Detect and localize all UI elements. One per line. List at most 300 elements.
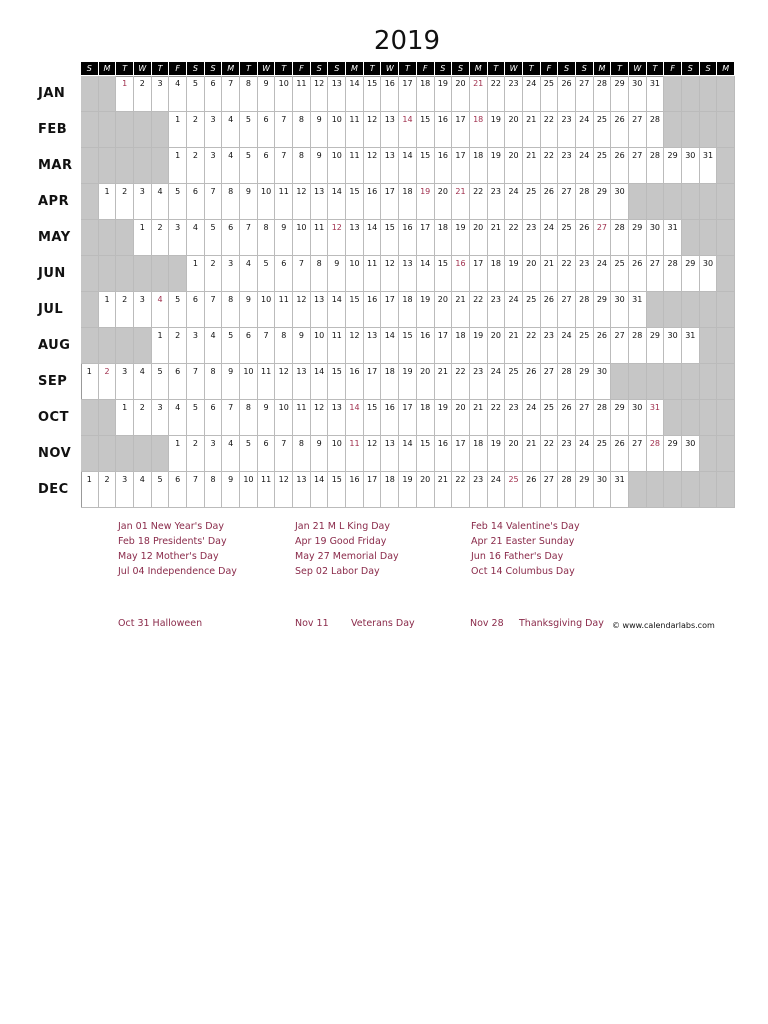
day-cell [169, 328, 187, 364]
day-cell [187, 364, 205, 400]
day-cell [116, 472, 134, 508]
day-number: 19 [490, 115, 501, 124]
day-number: 29 [632, 223, 643, 232]
day-cell [381, 436, 399, 472]
day-number: 30 [614, 187, 625, 196]
day-cell [629, 292, 647, 328]
day-number: 12 [314, 403, 325, 412]
day-cell [594, 400, 612, 436]
day-number: 13 [314, 295, 325, 304]
day-number: 1 [175, 151, 181, 160]
day-number: 4 [157, 187, 163, 196]
day-number: 27 [614, 331, 625, 340]
day-cell [629, 436, 647, 472]
day-number: 17 [367, 475, 378, 484]
day-cell [364, 472, 382, 508]
day-cell [399, 256, 417, 292]
weekday-header-cell: S [81, 62, 98, 75]
day-number: 17 [455, 439, 466, 448]
day-cell [664, 256, 682, 292]
day-number: 28 [579, 187, 590, 196]
empty-cell [647, 184, 665, 220]
day-cell [435, 328, 453, 364]
day-cell [558, 112, 576, 148]
empty-cell [81, 328, 99, 364]
weekday-header-cell: T [611, 62, 628, 75]
day-cell [328, 400, 346, 436]
day-number: 24 [508, 295, 519, 304]
day-number: 28 [649, 151, 661, 160]
weekday-header-cell: F [293, 62, 310, 75]
day-cell [381, 364, 399, 400]
day-cell [311, 400, 329, 436]
day-number: 3 [192, 331, 198, 340]
day-cell [381, 328, 399, 364]
day-cell [328, 328, 346, 364]
day-cell [594, 472, 612, 508]
day-cell [541, 256, 559, 292]
day-cell [328, 184, 346, 220]
day-number: 14 [314, 367, 325, 376]
day-number: 17 [437, 331, 448, 340]
day-number: 3 [210, 115, 216, 124]
month-row [82, 148, 736, 184]
month-row [82, 436, 736, 472]
day-cell [647, 76, 665, 112]
day-number: 2 [192, 115, 198, 124]
day-cell [99, 184, 117, 220]
day-cell [205, 184, 223, 220]
day-cell [576, 364, 594, 400]
day-number: 19 [437, 403, 448, 412]
day-cell [275, 328, 293, 364]
day-number: 3 [175, 223, 181, 232]
month-label: OCT [38, 410, 69, 425]
day-cell [116, 400, 134, 436]
day-number: 4 [192, 223, 198, 232]
day-number: 13 [314, 187, 325, 196]
day-number: 2 [192, 151, 198, 160]
day-number: 16 [455, 259, 466, 268]
day-number: 11 [278, 295, 289, 304]
weekday-header-cell: S [311, 62, 328, 75]
day-cell [611, 328, 629, 364]
day-cell [116, 184, 134, 220]
day-cell [558, 292, 576, 328]
day-cell [240, 112, 258, 148]
holiday-item: Feb 18 Presidents' Day [118, 536, 227, 547]
day-cell [523, 184, 541, 220]
day-number: 26 [561, 403, 572, 412]
empty-cell [99, 256, 117, 292]
day-number: 6 [210, 403, 216, 412]
day-cell [328, 364, 346, 400]
day-cell [611, 292, 629, 328]
day-cell [346, 328, 364, 364]
day-cell [594, 112, 612, 148]
day-cell [152, 364, 170, 400]
day-number: 15 [349, 187, 360, 196]
day-cell [399, 220, 417, 256]
month-label: MAR [38, 158, 73, 173]
empty-cell [700, 472, 718, 508]
holiday-item: Nov 28 [470, 618, 504, 629]
day-number: 24 [490, 367, 501, 376]
day-number: 20 [508, 115, 519, 124]
day-cell [611, 472, 629, 508]
day-cell [505, 112, 523, 148]
day-number: 23 [526, 223, 537, 232]
day-number: 10 [331, 115, 342, 124]
day-number: 31 [702, 151, 714, 160]
day-cell [558, 220, 576, 256]
day-number: 7 [210, 295, 216, 304]
day-number: 20 [473, 223, 484, 232]
holiday-item: Veterans Day [351, 618, 415, 629]
day-cell [258, 256, 276, 292]
day-cell [134, 220, 152, 256]
month-row [82, 76, 736, 112]
weekday-header-cell: S [700, 62, 717, 75]
day-cell [435, 184, 453, 220]
empty-cell [700, 76, 718, 112]
day-number: 7 [281, 151, 287, 160]
day-cell [381, 112, 399, 148]
day-number: 5 [245, 439, 251, 448]
day-cell [240, 184, 258, 220]
holiday-item: Sep 02 Labor Day [295, 566, 380, 577]
day-cell [346, 292, 364, 328]
day-cell [328, 472, 346, 508]
day-cell [381, 148, 399, 184]
day-number: 2 [139, 79, 145, 88]
empty-cell [717, 328, 735, 364]
day-number: 20 [455, 79, 466, 88]
month-row [82, 472, 736, 508]
day-cell [452, 328, 470, 364]
day-cell [134, 364, 152, 400]
day-cell [647, 328, 665, 364]
day-number: 22 [473, 295, 484, 304]
day-cell [222, 364, 240, 400]
day-number: 13 [296, 367, 307, 376]
day-cell [240, 364, 258, 400]
day-cell [541, 292, 559, 328]
day-number: 21 [508, 331, 519, 340]
empty-cell [116, 148, 134, 184]
day-cell [222, 148, 240, 184]
day-cell [541, 220, 559, 256]
day-cell [222, 76, 240, 112]
day-cell [647, 220, 665, 256]
day-cell [541, 148, 559, 184]
day-cell [505, 184, 523, 220]
day-number: 24 [579, 151, 590, 160]
day-cell [222, 112, 240, 148]
empty-cell [134, 112, 152, 148]
day-number: 26 [614, 115, 625, 124]
day-number: 17 [455, 115, 466, 124]
weekday-header-cell: W [258, 62, 275, 75]
day-number: 22 [526, 331, 537, 340]
day-cell [152, 292, 170, 328]
month-row [82, 220, 736, 256]
empty-cell [99, 328, 117, 364]
day-cell [293, 220, 311, 256]
day-cell [258, 112, 276, 148]
day-cell [364, 184, 382, 220]
weekday-header-cell: S [187, 62, 204, 75]
day-number: 12 [314, 79, 325, 88]
day-cell [505, 76, 523, 112]
day-number: 31 [614, 475, 625, 484]
day-cell [629, 220, 647, 256]
day-number: 9 [263, 79, 269, 88]
day-number: 1 [175, 439, 181, 448]
day-number: 20 [508, 151, 519, 160]
day-number: 21 [437, 475, 448, 484]
day-cell [187, 220, 205, 256]
day-cell [258, 364, 276, 400]
day-number: 1 [139, 223, 145, 232]
day-number: 24 [579, 439, 590, 448]
day-number: 12 [278, 475, 289, 484]
day-number: 7 [281, 439, 287, 448]
day-cell [576, 472, 594, 508]
empty-cell [682, 472, 700, 508]
day-number: 3 [157, 79, 163, 88]
day-cell [205, 148, 223, 184]
day-number: 11 [296, 79, 307, 88]
day-cell [328, 76, 346, 112]
day-cell [275, 148, 293, 184]
day-cell [275, 220, 293, 256]
day-number: 1 [122, 79, 128, 88]
day-number: 21 [455, 295, 466, 304]
day-cell [293, 184, 311, 220]
empty-cell [682, 220, 700, 256]
empty-cell [682, 112, 700, 148]
day-number: 27 [561, 187, 572, 196]
day-number: 14 [402, 115, 413, 124]
day-cell [222, 292, 240, 328]
day-number: 28 [579, 295, 590, 304]
day-number: 8 [245, 403, 251, 412]
empty-cell [134, 256, 152, 292]
weekday-header-cell: M [346, 62, 363, 75]
day-cell [364, 256, 382, 292]
day-cell [222, 256, 240, 292]
day-number: 10 [314, 331, 325, 340]
day-cell [576, 328, 594, 364]
day-cell [134, 400, 152, 436]
day-number: 27 [632, 439, 643, 448]
day-cell [611, 76, 629, 112]
credit-text: © www.calendarlabs.com [612, 621, 715, 630]
day-number: 10 [331, 439, 342, 448]
day-cell [594, 256, 612, 292]
day-number: 17 [420, 223, 431, 232]
empty-cell [700, 328, 718, 364]
day-number: 30 [649, 223, 661, 232]
day-cell [523, 112, 541, 148]
empty-cell [717, 76, 735, 112]
day-number: 8 [228, 187, 234, 196]
day-number: 7 [210, 187, 216, 196]
day-number: 10 [349, 259, 360, 268]
day-number: 14 [331, 187, 342, 196]
day-cell [205, 292, 223, 328]
day-number: 30 [685, 151, 696, 160]
day-cell [470, 472, 488, 508]
day-number: 5 [175, 295, 181, 304]
day-cell [647, 148, 665, 184]
day-cell [541, 184, 559, 220]
day-number: 17 [384, 187, 395, 196]
empty-cell [682, 400, 700, 436]
day-cell [187, 292, 205, 328]
day-number: 26 [632, 259, 643, 268]
day-cell [293, 148, 311, 184]
day-cell [258, 220, 276, 256]
empty-cell [81, 148, 99, 184]
day-number: 28 [667, 259, 678, 268]
day-cell [647, 256, 665, 292]
holiday-item: May 12 Mother's Day [118, 551, 219, 562]
day-number: 15 [420, 151, 431, 160]
day-cell [205, 436, 223, 472]
day-cell [187, 436, 205, 472]
day-number: 5 [157, 475, 163, 484]
empty-cell [152, 436, 170, 472]
day-number: 28 [632, 331, 643, 340]
holiday-item: Apr 21 Easter Sunday [471, 536, 575, 547]
day-cell [664, 148, 682, 184]
calendar-grid [81, 76, 735, 508]
day-number: 16 [437, 151, 448, 160]
empty-cell [99, 76, 117, 112]
day-number: 24 [596, 259, 608, 268]
day-cell [682, 436, 700, 472]
day-number: 29 [596, 187, 608, 196]
day-cell [629, 148, 647, 184]
day-cell [505, 292, 523, 328]
day-cell [452, 472, 470, 508]
day-number: 13 [384, 115, 395, 124]
day-cell [258, 148, 276, 184]
day-number: 14 [420, 259, 431, 268]
day-number: 18 [420, 79, 431, 88]
day-cell [169, 76, 187, 112]
day-number: 19 [508, 259, 519, 268]
empty-cell [81, 292, 99, 328]
day-cell [187, 76, 205, 112]
month-row [82, 256, 736, 292]
day-number: 5 [245, 115, 251, 124]
weekday-header-cell: T [152, 62, 169, 75]
day-number: 25 [579, 331, 590, 340]
day-number: 10 [243, 475, 254, 484]
empty-cell [664, 112, 682, 148]
day-number: 19 [420, 295, 431, 304]
day-number: 2 [157, 223, 163, 232]
day-number: 15 [331, 475, 342, 484]
day-number: 21 [473, 79, 484, 88]
day-cell [328, 292, 346, 328]
day-number: 28 [649, 439, 661, 448]
weekday-header-cell: T [399, 62, 416, 75]
day-number: 10 [243, 367, 254, 376]
day-number: 22 [508, 223, 519, 232]
day-number: 15 [331, 367, 342, 376]
day-number: 20 [490, 331, 501, 340]
day-number: 22 [455, 475, 466, 484]
day-number: 3 [210, 439, 216, 448]
empty-cell [700, 220, 718, 256]
day-cell [311, 112, 329, 148]
day-number: 18 [455, 331, 466, 340]
day-number: 21 [543, 259, 554, 268]
day-cell [488, 112, 506, 148]
day-number: 25 [508, 367, 519, 376]
day-number: 27 [632, 115, 643, 124]
day-cell [275, 184, 293, 220]
day-cell [558, 436, 576, 472]
day-cell [293, 400, 311, 436]
day-cell [311, 436, 329, 472]
day-cell [364, 364, 382, 400]
day-number: 11 [314, 223, 325, 232]
empty-cell [152, 148, 170, 184]
empty-cell [81, 400, 99, 436]
day-number: 30 [596, 475, 608, 484]
day-number: 4 [228, 115, 234, 124]
day-cell [435, 220, 453, 256]
weekday-header-cell: F [541, 62, 558, 75]
day-cell [240, 256, 258, 292]
day-number: 18 [437, 223, 448, 232]
day-number: 4 [175, 79, 181, 88]
day-number: 29 [649, 331, 661, 340]
day-number: 15 [420, 439, 431, 448]
day-number: 24 [490, 475, 501, 484]
day-number: 14 [349, 403, 360, 412]
day-number: 24 [579, 115, 590, 124]
day-number: 16 [437, 115, 448, 124]
day-number: 23 [579, 259, 590, 268]
empty-cell [116, 256, 134, 292]
day-number: 18 [402, 295, 413, 304]
day-number: 10 [331, 151, 342, 160]
month-label: NOV [38, 446, 72, 461]
empty-cell [134, 328, 152, 364]
empty-cell [611, 364, 629, 400]
day-number: 3 [122, 475, 128, 484]
day-cell [594, 436, 612, 472]
empty-cell [717, 436, 735, 472]
weekday-header [81, 62, 735, 75]
day-number: 28 [596, 79, 608, 88]
day-number: 25 [543, 79, 554, 88]
day-cell [258, 76, 276, 112]
day-cell [523, 400, 541, 436]
day-cell [594, 292, 612, 328]
day-number: 13 [367, 331, 378, 340]
day-cell [187, 328, 205, 364]
day-number: 31 [667, 223, 678, 232]
day-number: 12 [349, 331, 360, 340]
day-cell [505, 472, 523, 508]
